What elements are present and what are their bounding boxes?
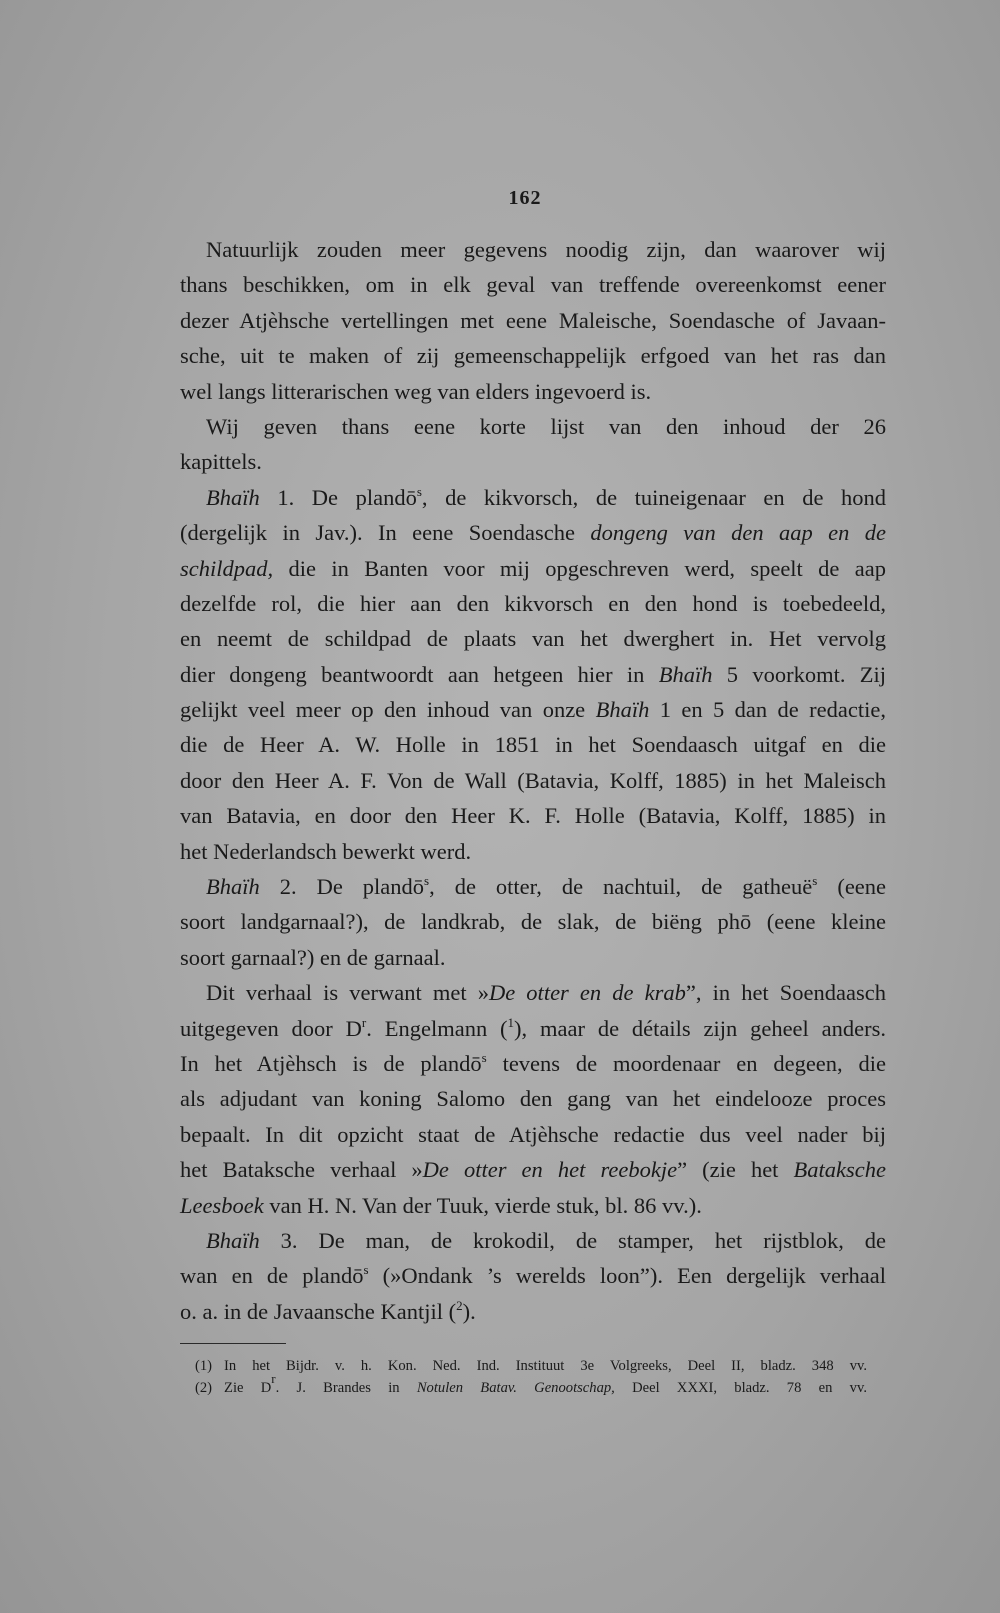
text-run: , de kikvorsch, de tuineigenaar en de hond	[421, 484, 886, 510]
text-run: 3. De man, de krokodil, de stamper, het rijstblok, de	[280, 1227, 887, 1253]
italic-title: Bataksche	[793, 1157, 887, 1183]
text-run: , de otter, de nachtuil, de gatheuë	[429, 874, 813, 900]
footnote-ref: 2	[456, 1297, 463, 1313]
text-run: . Engelmann (	[366, 1015, 508, 1041]
text-line	[180, 1046, 886, 1081]
text-run: 5 voorkomt. Zij	[726, 661, 887, 687]
text-line: Natuurlijk zouden meer gegevens noodig zijn, dan waarover wij	[206, 237, 886, 262]
text-run: die in Banten voor mij opgeschreven werd, speelt de aap	[288, 555, 886, 581]
footnote-text: Deel XXXI, bladz. 78 en vv.	[632, 1380, 867, 1396]
text-line	[180, 1294, 886, 1329]
text-line	[180, 692, 886, 727]
page-number: 162	[508, 187, 542, 209]
text-run: 2. De plandō	[279, 874, 425, 900]
text-run: het Bataksche verhaal »	[180, 1157, 423, 1183]
superscript: s	[812, 873, 818, 889]
text-line: kapittels.	[180, 449, 262, 475]
italic-title: dongeng van den aap en de	[590, 520, 887, 546]
text-run: van H. N. Van der Tuuk, vierde stuk, bl. 86 vv.).	[269, 1192, 702, 1218]
text-run: ”, in het Soendaasch	[685, 980, 887, 1006]
text-line: wel langs litterarischen weg van elders ingevoerd is.	[180, 378, 652, 404]
text-line	[180, 657, 886, 692]
italic-title: Notulen Batav. Genootschap,	[416, 1380, 615, 1396]
italic-title: schildpad,	[180, 555, 274, 581]
text-line: en neemt de schildpad de plaats van het dwerghert in. Het vervolg	[180, 626, 886, 652]
text-line: dezer Atjèhsche vertellingen met eene Maleische, Soendasche of Javaan-	[180, 307, 886, 333]
text-run: dier dongeng beantwoordt aan hetgeen hier in	[180, 661, 645, 687]
body-text	[180, 232, 886, 1329]
footnote-ref: 1	[507, 1014, 515, 1030]
text-line: Wij geven thans eene korte lijst van den inhoud der 26	[206, 413, 886, 439]
italic-title: De otter en de krab	[488, 980, 686, 1006]
text-run: gelijkt veel meer op den inhoud van onze	[180, 697, 586, 723]
footnote	[195, 1371, 867, 1399]
text-line	[180, 1223, 886, 1258]
text-run: (»Ondank ’s werelds loon”). Een dergelijk verhaal	[382, 1263, 887, 1289]
text-line: soort garnaal?) en de garnaal.	[180, 944, 446, 970]
text-line	[180, 1011, 886, 1046]
text-line: soort landgarnaal?), de landkrab, de slak, de biëng phō (eene kleine	[180, 909, 886, 935]
text-run: uitgegeven door D	[180, 1015, 362, 1041]
text-run: ), maar de détails zijn geheel anders.	[514, 1015, 886, 1041]
footnote-divider	[180, 1343, 286, 1344]
text-run: ” (zie het	[677, 1157, 779, 1183]
text-line	[180, 1258, 886, 1293]
text-line: sche, uit te maken of zij gemeenschappelijk erfgoed van het ras dan	[180, 343, 886, 369]
text-line	[180, 480, 886, 515]
footnote	[195, 1355, 867, 1377]
superscript: s	[481, 1049, 487, 1065]
text-line	[180, 869, 886, 904]
text-run: Dit verhaal is verwant met »	[206, 980, 489, 1006]
text-line	[180, 975, 886, 1010]
footnotes	[195, 1355, 867, 1399]
text-run: wan en de plandō	[180, 1263, 364, 1289]
chapter-label: Bhaïh	[658, 661, 713, 687]
chapter-label: Bhaïh	[206, 1227, 260, 1253]
text-run: In het Atjèhsch is de plandō	[180, 1050, 482, 1076]
footnote-mark: (2)	[195, 1380, 213, 1396]
superscript: r	[271, 1371, 276, 1386]
chapter-label: Bhaïh	[206, 874, 260, 900]
text-run: 1. De plandō	[277, 484, 417, 510]
text-run: o. a. in de Javaansche Kantjil (	[180, 1298, 457, 1324]
italic-title: Leesboek	[180, 1192, 264, 1218]
superscript: r	[361, 1014, 367, 1030]
italic-title: De otter en het reebokje	[422, 1157, 678, 1183]
chapter-label: Bhaïh	[595, 697, 650, 723]
text-line: bepaalt. In dit opzicht staat de Atjèhsche redactie dus veel nader bij	[180, 1121, 886, 1147]
text-line: door den Heer A. F. Von de Wall (Batavia, Kolff, 1885) in het Maleisch	[180, 767, 886, 793]
text-line	[180, 1152, 886, 1187]
chapter-label: Bhaïh	[206, 484, 260, 510]
text-run: 1 en 5 dan de redactie,	[659, 697, 887, 723]
text-line: van Batavia, en door den Heer K. F. Holle (Batavia, Kolff, 1885) in	[180, 803, 886, 829]
footnote-text: Zie D	[224, 1380, 272, 1396]
text-line	[180, 1188, 886, 1223]
footnote-text: In het Bijdr. v. h. Kon. Ned. Ind. Instituut 3e Volgreeks, Deel II, bladz. 348 vv.	[224, 1358, 867, 1374]
text-line: het Nederlandsch bewerkt werd.	[180, 838, 472, 864]
superscript: s	[424, 873, 430, 889]
text-line	[180, 515, 886, 550]
footnote-mark: (1)	[195, 1358, 213, 1374]
text-run: tevens de moordenaar en degeen, die	[502, 1050, 886, 1076]
superscript: s	[363, 1262, 369, 1278]
superscript: s	[416, 483, 422, 499]
text-line	[180, 551, 886, 586]
text-line: die de Heer A. W. Holle in 1851 in het Soendaasch uitgaf en die	[180, 732, 886, 758]
footnote-text: . J. Brandes in	[275, 1380, 400, 1396]
text-line: als adjudant van koning Salomo den gang van het eindelooze proces	[180, 1086, 886, 1112]
text-run: (eene	[837, 874, 887, 900]
text-run: (dergelijk in Jav.). In eene Soendasche	[180, 520, 575, 546]
text-run: ).	[462, 1298, 476, 1324]
text-line: thans beschikken, om in elk geval van treffende overeenkomst eener	[180, 272, 886, 298]
text-line: dezelfde rol, die hier aan den kikvorsch en den hond is toebedeeld,	[180, 590, 886, 616]
